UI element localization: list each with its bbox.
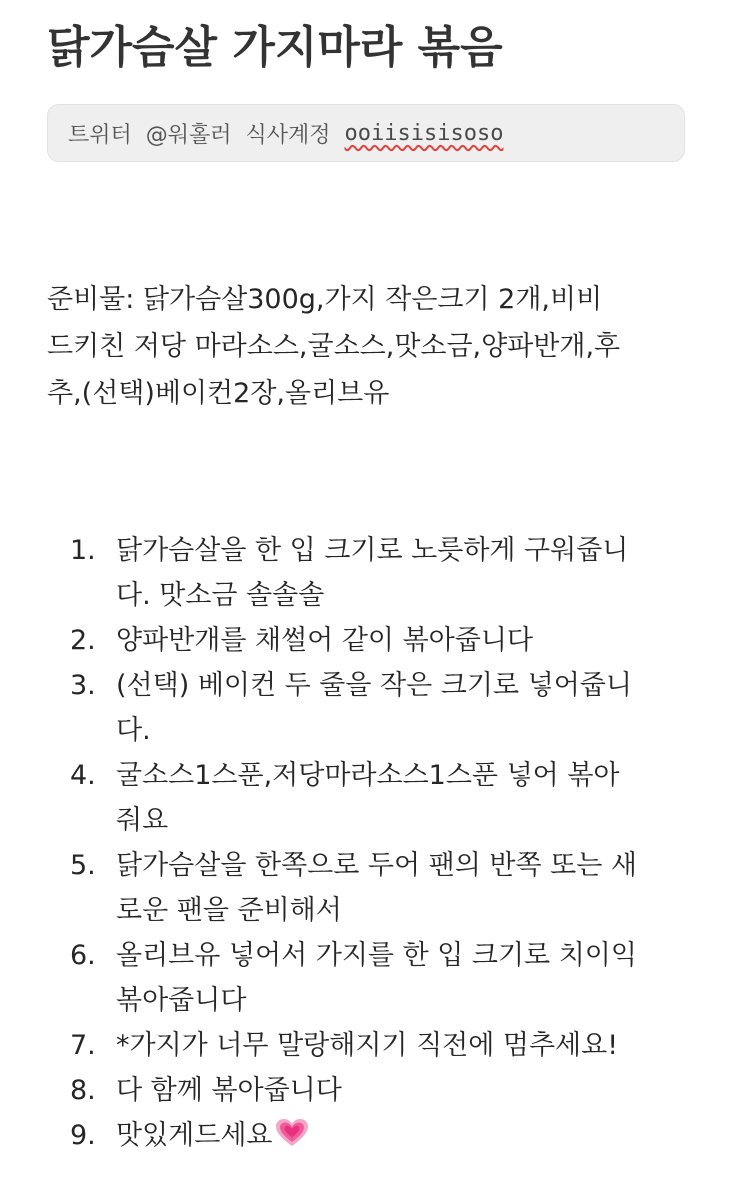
callout-text-handle: @워홀러 xyxy=(145,122,232,148)
step-number: 3. xyxy=(70,670,96,701)
list-item xyxy=(70,1023,710,1068)
callout-box xyxy=(47,104,685,162)
list-item xyxy=(70,1113,710,1162)
step-text: 굴소스1스푼,저당마라소스1스푼 넣어 볶아 줘요 xyxy=(116,760,620,836)
step-text: 닭가슴살을 한쪽으로 두어 팬의 반쪽 또는 새 로운 팬을 준비해서 xyxy=(116,850,637,926)
step-number: 4. xyxy=(70,760,96,791)
callout-text-account-label: 식사계정 xyxy=(245,122,331,148)
step-number: 5. xyxy=(70,850,96,881)
ingredients-line-1: 준비물: 닭가슴살300g,가지 작은크기 2개,비비 xyxy=(47,284,603,315)
step-number: 7. xyxy=(70,1030,96,1061)
ingredients-line-3: 추,(선택)베이컨2장,올리브유 xyxy=(47,378,390,409)
steps-list xyxy=(70,528,710,1162)
page-title: 닭가슴살 가지마라 볶음 xyxy=(47,22,503,73)
list-item xyxy=(70,753,710,843)
step-number: 2. xyxy=(70,625,96,656)
step-text: 올리브유 넣어서 가지를 한 입 크기로 치이익 볶아줍니다 xyxy=(116,940,637,1016)
list-item xyxy=(70,528,710,618)
growing-heart-icon xyxy=(275,1117,309,1162)
ingredients-line-2: 드키친 저당 마라소스,굴소스,맛소금,양파반개,후 xyxy=(47,331,621,362)
list-item xyxy=(70,618,710,663)
step-text: 다 함께 볶아줍니다 xyxy=(116,1075,342,1106)
step-number: 9. xyxy=(70,1120,96,1151)
step-text: 맛있게드세요 xyxy=(116,1113,710,1162)
callout-text-twitter: 트위터 xyxy=(68,122,132,148)
step-text: (선택) 베이컨 두 줄을 작은 크기로 넣어줍니 다. xyxy=(116,670,632,746)
list-item xyxy=(70,933,710,1023)
list-item xyxy=(70,1068,710,1113)
step-number: 6. xyxy=(70,940,96,971)
list-item xyxy=(70,663,710,753)
step-text: 양파반개를 채썰어 같이 볶아줍니다 xyxy=(116,625,533,656)
callout-account-id: ooiisisisoso xyxy=(344,120,504,146)
list-item xyxy=(70,843,710,933)
step-text: 닭가슴살을 한 입 크기로 노릇하게 구워줍니 다. 맛소금 솔솔솔 xyxy=(116,535,629,611)
ingredients-paragraph xyxy=(47,276,697,417)
step-number: 8. xyxy=(70,1075,96,1106)
step-text: *가지가 너무 말랑해지기 직전에 멈추세요! xyxy=(116,1030,619,1061)
step-number: 1. xyxy=(70,535,96,566)
